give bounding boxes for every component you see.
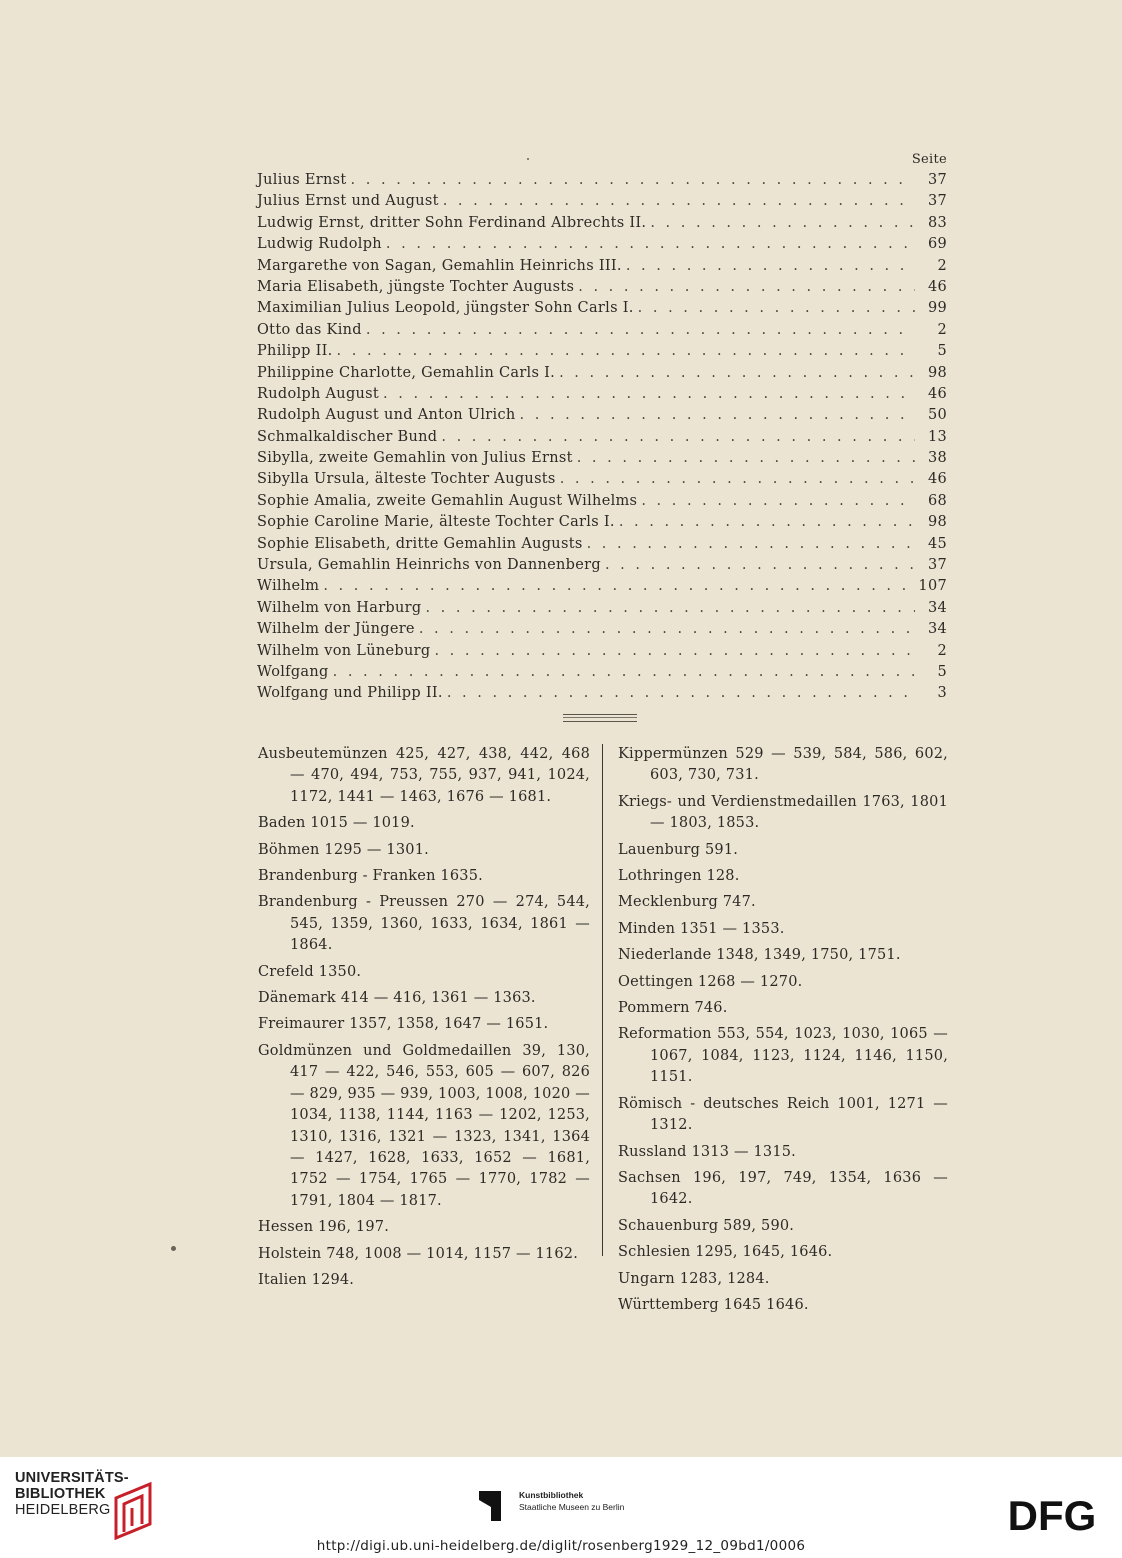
- register-entry-page: 2: [937, 642, 947, 659]
- column-rule: [602, 744, 603, 1256]
- register-entry-page: 38: [927, 450, 947, 467]
- index-entry: Lauenburg 591.: [618, 841, 739, 858]
- index-entry: Römisch - deutsches Reich 1001, 1271 — 1312.: [618, 1095, 948, 1134]
- index-entry: Böhmen 1295 — 1301.: [258, 841, 429, 858]
- register-entry: [257, 491, 947, 512]
- dot-leader: [578, 277, 915, 298]
- dot-leader: [351, 170, 915, 191]
- register-entry: [257, 641, 947, 662]
- register-entry-page: 45: [927, 535, 947, 552]
- register-entry-page: 68: [927, 492, 947, 509]
- register-entry-name: Wolfgang und Philipp II.: [257, 685, 443, 702]
- section-divider: [563, 714, 637, 722]
- dot-leader: [619, 512, 915, 533]
- register-entry: [257, 191, 947, 212]
- dot-leader: [520, 405, 915, 426]
- register-entry-page: 46: [927, 278, 947, 295]
- register-entry: [257, 512, 947, 533]
- register-entry-page: 107: [918, 578, 947, 595]
- register-entry-page: 34: [927, 599, 947, 616]
- index-entry: Württemberg 1645 1646.: [618, 1296, 809, 1313]
- register-entry-page: 99: [927, 300, 947, 317]
- register-entry: [257, 619, 947, 640]
- register-entry-name: Wilhelm: [257, 578, 320, 595]
- register-entry: [257, 298, 947, 319]
- dot-leader: [560, 469, 915, 490]
- register-entry-name: Otto das Kind: [257, 321, 362, 338]
- register-entry: [257, 234, 947, 255]
- register-entry-name: Maria Elisabeth, jüngste Tochter Augusts: [257, 278, 575, 295]
- register-entry-page: 46: [927, 471, 947, 488]
- register-entry-page: 2: [937, 257, 947, 274]
- index-entry: Brandenburg - Preussen 270 — 274, 544, 545, 1359, 1360, 1633, 1634, 1861 — 1864.: [258, 894, 590, 954]
- index-entry: Schauenburg 589, 590.: [618, 1217, 795, 1234]
- register-entry-name: Margarethe von Sagan, Gemahlin Heinrichs III.: [257, 257, 622, 274]
- index-entry: Minden 1351 — 1353.: [618, 920, 785, 937]
- index-entry: Lothringen 128.: [618, 868, 740, 885]
- register-entry-page: 50: [927, 407, 947, 424]
- register-entry: [257, 576, 947, 597]
- index-entry: Italien 1294.: [258, 1271, 355, 1288]
- register-entry-name: Ludwig Rudolph: [257, 236, 382, 253]
- register-entry-page: 13: [927, 428, 947, 445]
- register-entry-name: Sibylla Ursula, älteste Tochter Augusts: [257, 471, 556, 488]
- register-entry-name: Philipp II.: [257, 343, 333, 360]
- dfg-logo-icon: [998, 1496, 1106, 1534]
- register-entry-name: Philippine Charlotte, Gemahlin Carls I.: [257, 364, 556, 381]
- dot-leader: [337, 341, 915, 362]
- index-entry: Pommern 746.: [618, 1000, 728, 1017]
- register-entry-name: Sophie Elisabeth, dritte Gemahlin Augusts: [257, 535, 583, 552]
- library-line-1: UNIVERSITÄTS-: [15, 1470, 129, 1486]
- dot-leader: [386, 234, 915, 255]
- register-entry-name: Wilhelm von Lüneburg: [257, 642, 431, 659]
- register-entry-name: Rudolph August: [257, 385, 380, 402]
- index-entry: Ausbeutemünzen 425, 427, 438, 442, 468 — 470, 494, 753, 755, 937, 941, 1024, 1172, 1441 — 1463, 1676 — 1681.: [258, 746, 590, 805]
- register-entry-page: 34: [927, 621, 947, 638]
- dot-leader: [587, 534, 915, 555]
- register-entry-name: Ursula, Gemahlin Heinrichs von Dannenberg: [257, 557, 601, 574]
- index-entry: Baden 1015 — 1019.: [258, 815, 415, 832]
- register-entry-name: Maximilian Julius Leopold, jüngster Sohn Carls I.: [257, 300, 634, 317]
- register-entry-page: 69: [927, 236, 947, 253]
- index-entry: Ungarn 1283, 1284.: [618, 1270, 770, 1287]
- register-entry: [257, 277, 947, 298]
- kb-line-1: Kunstbibliothek: [519, 1490, 584, 1500]
- register-entry-name: Sophie Amalia, zweite Gemahlin August Wilhelms: [257, 492, 638, 509]
- register-entry-page: 83: [927, 214, 947, 231]
- person-register: [257, 150, 947, 705]
- dot-leader: [419, 619, 915, 640]
- register-entry: [257, 363, 947, 384]
- register-entry: [257, 405, 947, 426]
- register-entry-page: 37: [927, 172, 947, 188]
- dfg-logo-text: DFG: [1007, 1496, 1097, 1534]
- kunstbibliothek-logo-text: [519, 1489, 624, 1513]
- index-entry: Dänemark 414 — 416, 1361 — 1363.: [258, 990, 536, 1007]
- source-url[interactable]: http://digi.ub.uni-heidelberg.de/diglit/rosenberg1929_12_09bd1/0006: [316, 1538, 806, 1554]
- register-entry: [257, 469, 947, 490]
- dot-leader: [577, 448, 915, 469]
- dot-leader: [323, 576, 914, 597]
- dot-leader: [559, 363, 915, 384]
- register-entry-name: Julius Ernst und August: [257, 193, 439, 210]
- page-column-header: Seite: [911, 152, 947, 167]
- register-entry: [257, 256, 947, 277]
- library-line-2: BIBLIOTHEK: [15, 1486, 106, 1502]
- register-entry-page: 5: [937, 663, 947, 680]
- university-library-logo-icon: [110, 1480, 158, 1540]
- register-entry: [257, 598, 947, 619]
- register-list: [257, 170, 947, 705]
- dot-leader: [638, 298, 915, 319]
- register-entry: [257, 213, 947, 234]
- register-entry-name: Sibylla, zweite Gemahlin von Julius Ernst: [257, 450, 573, 467]
- kunstbibliothek-logo-icon: [479, 1491, 501, 1521]
- dot-leader: [434, 641, 915, 662]
- register-entry: [257, 683, 947, 704]
- index-entry: Brandenburg - Franken 1635.: [258, 868, 483, 885]
- register-entry: [257, 448, 947, 469]
- dot-leader: [441, 427, 915, 448]
- index-entry: Oettingen 1268 — 1270.: [618, 973, 803, 990]
- dot-leader: [641, 491, 915, 512]
- dot-leader: [626, 256, 915, 277]
- register-entry: [257, 555, 947, 576]
- register-entry-page: 37: [927, 557, 947, 574]
- register-entry: [257, 384, 947, 405]
- register-entry: [257, 662, 947, 683]
- dot-leader: [366, 320, 915, 341]
- index-entry: Goldmünzen und Goldmedaillen 39, 130, 417 — 422, 546, 553, 605 — 607, 826 — 829, 935 — 939, 1003, 1008, 1020 — 1034, 1138, 1144, 1163 — 1202, 1253, 1310, 1316, 1321 — 1323, 1341, 1364 — 1427, 1628, 1633, 1652 — 1681, 1752 — 1754, 1765 — 1770, 1782 — 1791, 1804 — 1817.: [258, 1042, 590, 1209]
- index-entry: Kriegs- und Verdienstmedaillen 1763, 1801 — 1803, 1853.: [618, 793, 948, 832]
- index-entry: Russland 1313 — 1315.: [618, 1143, 796, 1160]
- register-entry: [257, 320, 947, 341]
- register-entry: [257, 427, 947, 448]
- index-entry: Holstein 748, 1008 — 1014, 1157 — 1162.: [258, 1245, 579, 1262]
- register-entry-name: Rudolph August und Anton Ulrich: [257, 407, 516, 424]
- index-entry: Niederlande 1348, 1349, 1750, 1751.: [618, 947, 901, 964]
- index-column-left: [258, 744, 590, 1296]
- dot-leader: [383, 384, 915, 405]
- index-entry: Kippermünzen 529 — 539, 584, 586, 602, 603, 730, 731.: [618, 746, 948, 784]
- register-entry-page: 98: [927, 514, 947, 531]
- register-entry-page: 46: [927, 385, 947, 402]
- register-entry-page: 5: [937, 343, 947, 360]
- register-entry: [257, 170, 947, 191]
- dot-leader: [447, 683, 915, 704]
- dot-leader: [425, 598, 915, 619]
- register-entry-name: Schmalkaldischer Bund: [257, 428, 438, 445]
- register-entry-name: Ludwig Ernst, dritter Sohn Ferdinand Albrechts II.: [257, 214, 647, 231]
- paper-speck: [171, 1246, 176, 1251]
- index-column-right: [618, 744, 948, 1321]
- index-entry: Mecklenburg 747.: [618, 894, 756, 911]
- dot-leader: [443, 191, 915, 212]
- register-entry-name: Julius Ernst: [257, 172, 347, 188]
- register-entry-page: 98: [927, 364, 947, 381]
- library-line-3: HEIDELBERG: [15, 1502, 111, 1518]
- register-entry: [257, 534, 947, 555]
- register-entry-page: 37: [927, 193, 947, 210]
- register-entry-name: Wilhelm von Harburg: [257, 599, 422, 616]
- index-entry: Sachsen 196, 197, 749, 1354, 1636 — 1642.: [618, 1169, 948, 1208]
- index-entry: Freimaurer 1357, 1358, 1647 — 1651.: [258, 1016, 549, 1033]
- register-entry-name: Sophie Caroline Marie, älteste Tochter Carls I.: [257, 514, 615, 531]
- register-entry: [257, 341, 947, 362]
- dot-leader: [333, 662, 915, 683]
- register-entry-name: Wolfgang: [257, 663, 329, 680]
- index-entry: Hessen 196, 197.: [258, 1219, 390, 1236]
- dot-leader: [605, 555, 915, 576]
- register-entry-name: Wilhelm der Jüngere: [257, 621, 415, 638]
- index-entry: Crefeld 1350.: [258, 963, 362, 980]
- index-entry: Schlesien 1295, 1645, 1646.: [618, 1244, 833, 1261]
- kb-line-2: Staatliche Museen zu Berlin: [519, 1502, 625, 1512]
- dot-leader: [650, 213, 915, 234]
- paper-speck: [527, 158, 529, 160]
- index-entry: Reformation 553, 554, 1023, 1030, 1065 — 1067, 1084, 1123, 1124, 1146, 1150, 1151.: [618, 1026, 948, 1086]
- register-entry-page: 3: [937, 685, 947, 702]
- register-entry-page: 2: [937, 321, 947, 338]
